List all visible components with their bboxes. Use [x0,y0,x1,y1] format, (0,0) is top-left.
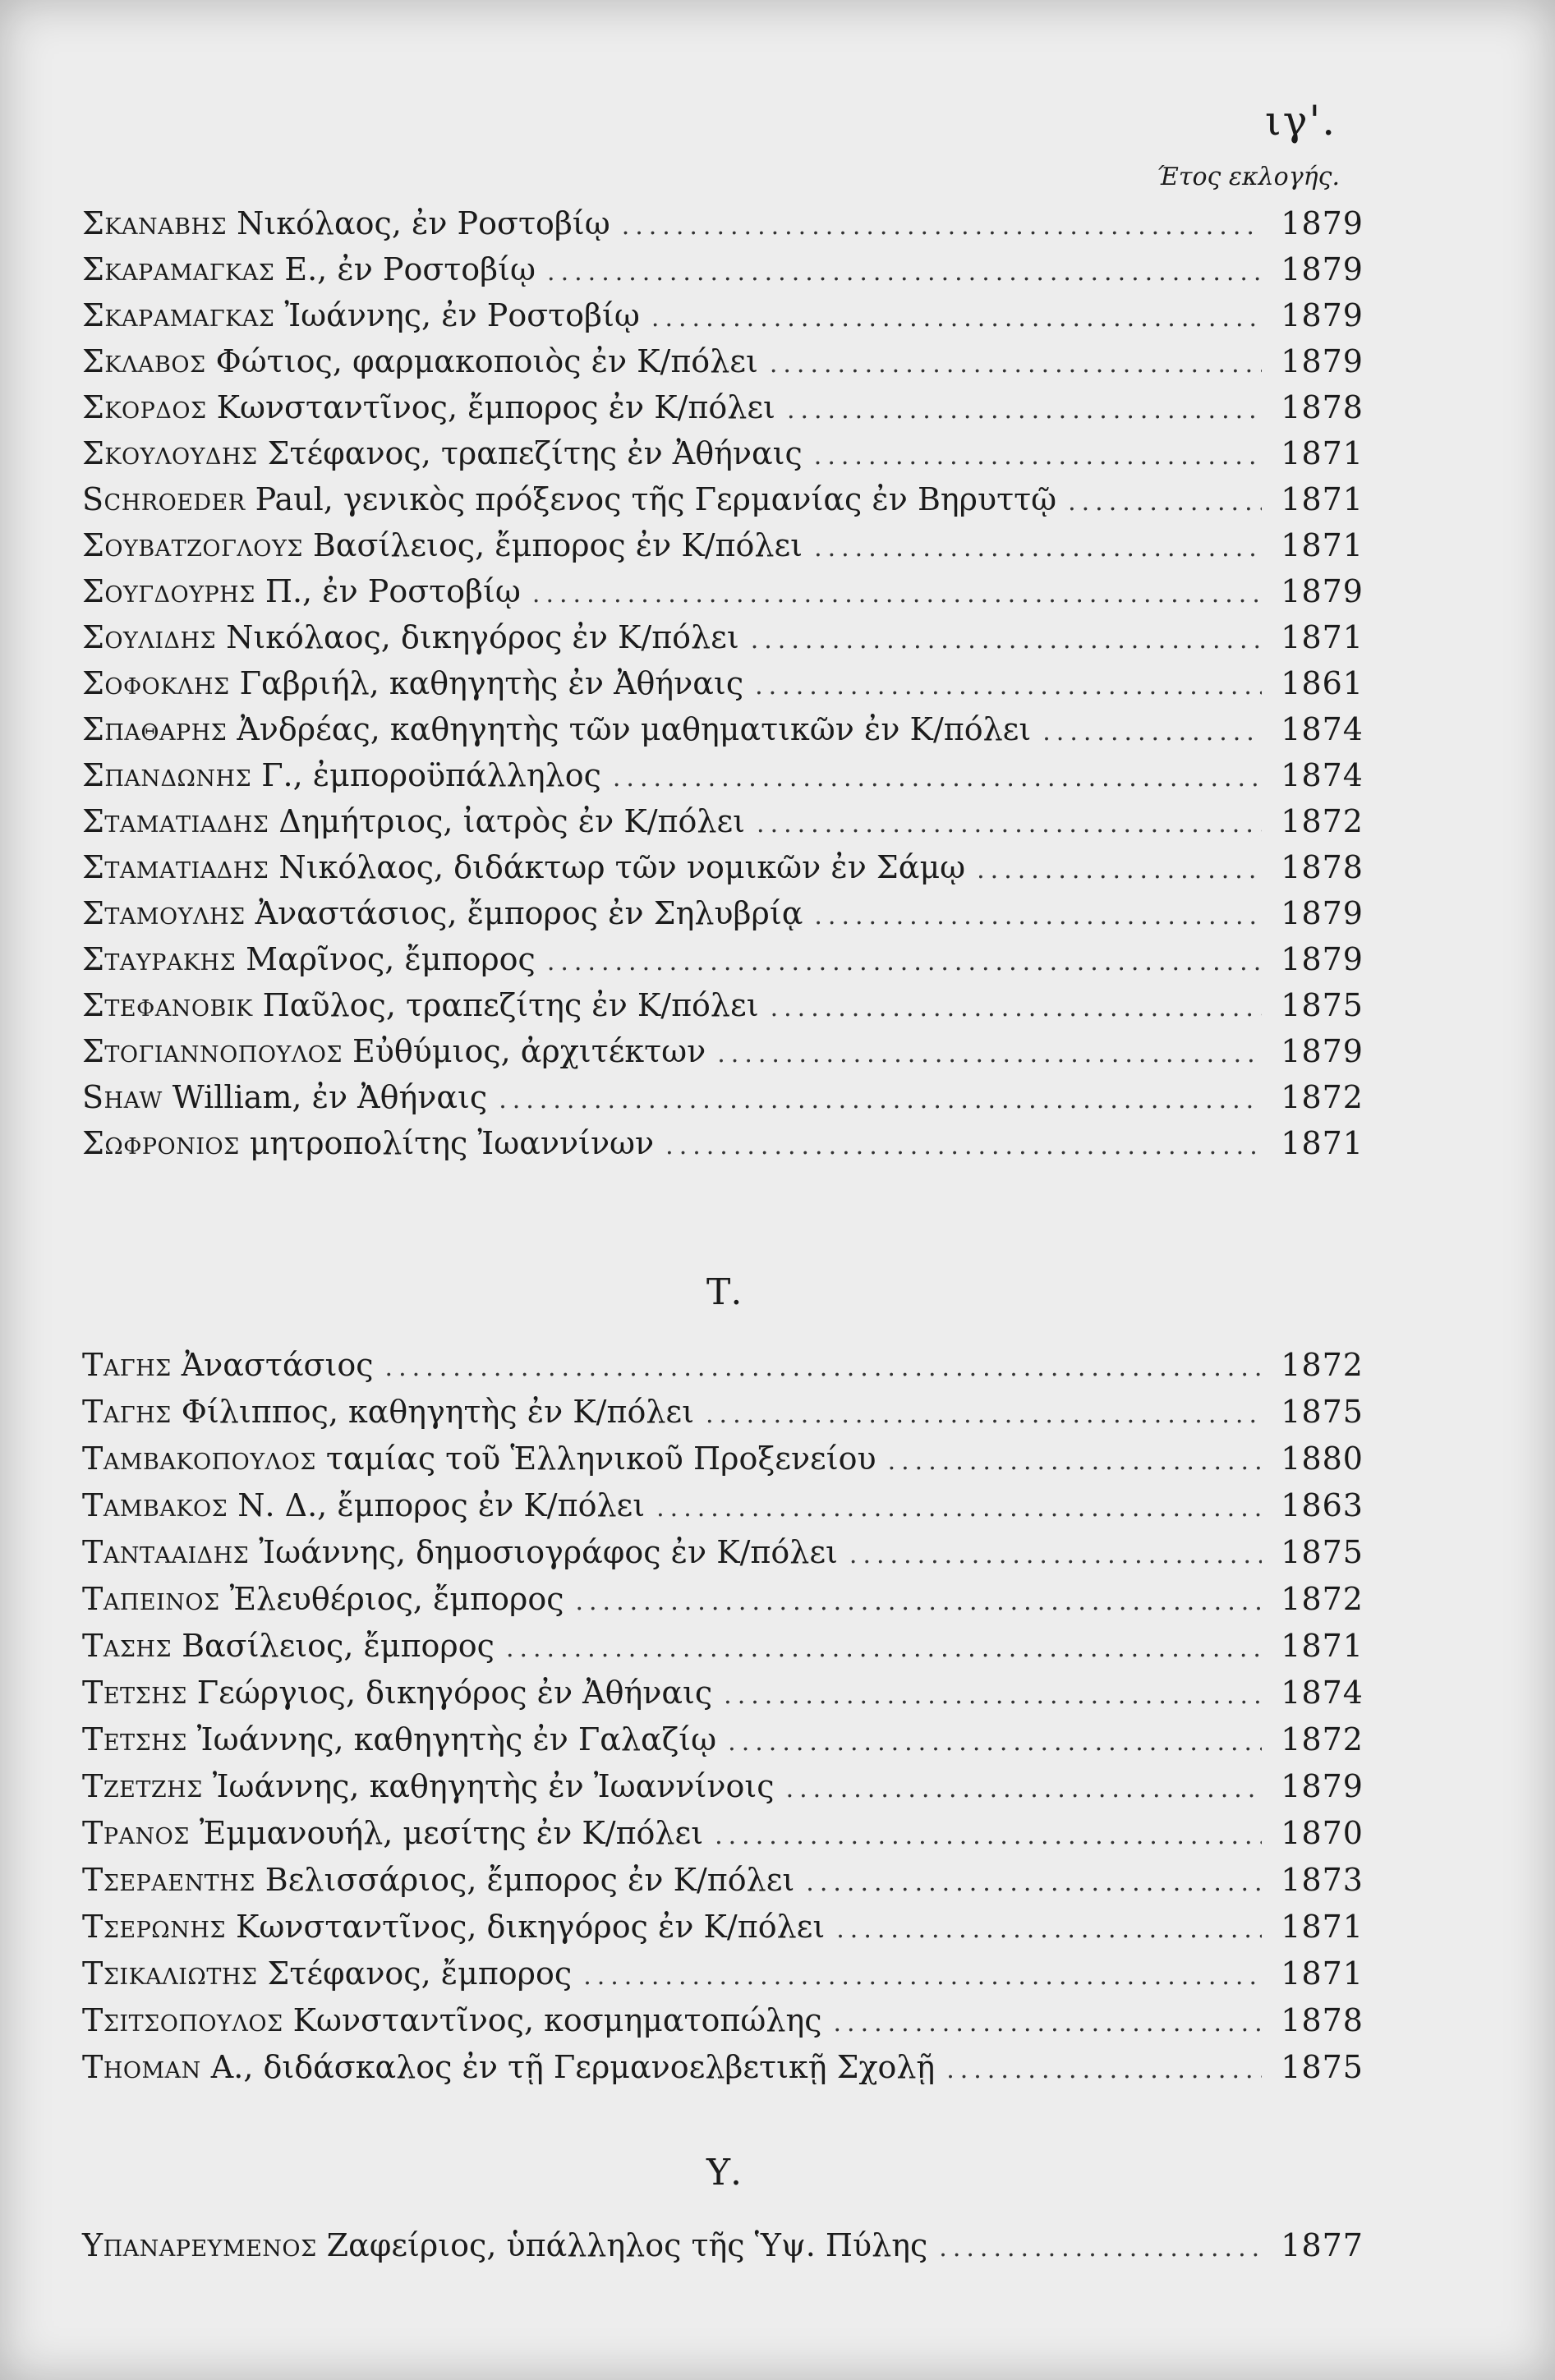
list-item [82,297,1364,340]
list-item [82,1675,1364,1717]
entry-name: Σοφοκλης [82,665,230,701]
entry-year: 1874 [1281,711,1364,747]
leader-dots [888,1447,1262,1476]
list-item [82,2227,1364,2270]
entry-description: Ἰωάννης, καθηγητὴς ἐν Γαλαζίῳ [196,1721,717,1757]
list-item [82,1440,1364,1483]
entry-year: 1879 [1281,205,1364,241]
entry-description: Στέφανος, τραπεζίτης ἐν Ἀθήναις [267,435,803,471]
entry-description: Ἀνδρέας, καθηγητὴς τῶν μαθηματικῶν ἐν Κ/πόλει [237,711,1032,747]
entry-year: 1875 [1281,1534,1364,1570]
leader-dots [547,258,1262,287]
entry-name: Τετσης [82,1675,187,1711]
entry-year: 1879 [1281,1033,1364,1069]
section-heading-upsilon: Υ. [706,2152,743,2194]
leader-dots [770,350,1262,379]
list-item [82,1955,1364,1998]
list-item [82,1862,1364,1904]
entry-name: Σωφρονιος [82,1125,240,1161]
leader-dots [834,2009,1263,2038]
leader-dots [547,948,1262,976]
list-item [82,1347,1364,1390]
entry-year: 1879 [1281,1768,1364,1804]
list-item [82,435,1364,478]
entry-name: Σκλαβος [82,343,206,379]
list-item [82,481,1364,524]
list-item [82,1394,1364,1436]
list-item [82,1487,1364,1530]
entry-description: Μαρῖνος, ἔμπορος [246,941,536,977]
entry-description: Βασίλειος, ἔμπορος [182,1628,495,1664]
entry-name: Τασης [82,1628,173,1664]
entry-name: Τσιτσοπουλος [82,2002,283,2038]
entry-name: Σκορδος [82,389,207,425]
leader-dots [806,1868,1262,1897]
leader-dots [499,1086,1262,1114]
entry-name: Σπανδωνης [82,757,252,793]
leader-dots [717,1040,1262,1068]
year-column-header: Έτος εκλογής. [1156,163,1340,191]
list-item [82,1628,1364,1670]
entry-year: 1871 [1281,481,1364,517]
entry-name: Σκαραμαγκας [82,297,275,333]
entry-name: Ταπεινος [82,1581,220,1617]
entry-description: Νικόλαος, δικηγόρος ἐν Κ/πόλει [226,619,739,655]
entry-name: Σκουλουδης [82,435,258,471]
entry-name: Shaw [82,1079,163,1115]
list-item [82,205,1364,248]
leader-dots [1068,488,1262,517]
entry-year: 1873 [1281,1862,1364,1898]
entry-description: Ἐμμανουήλ, μεσίτης ἐν Κ/πόλει [199,1815,704,1851]
entry-name: Σπαθαρης [82,711,228,747]
entry-description: ταμίας τοῦ Ἑλληνικοῦ Προξενείου [325,1440,876,1477]
entry-name: Σουγδουρης [82,573,255,609]
leader-dots [751,626,1262,655]
entry-description: Κωνσταντῖνος, δικηγόρος ἐν Κ/πόλει [235,1909,826,1945]
entry-year: 1878 [1281,389,1364,425]
entry-name: Ταμβακος [82,1487,228,1523]
leader-dots [706,1400,1262,1429]
entry-description: Γαβριήλ, καθηγητὴς ἐν Ἀθήναις [239,665,744,701]
leader-dots [1042,718,1262,747]
entry-description: Δημήτριος, ἰατρὸς ἐν Κ/πόλει [278,803,746,839]
list-item [82,895,1364,938]
entry-name: Στογιαννοπουλος [82,1033,343,1069]
entry-year: 1871 [1281,1909,1364,1945]
entry-name: Σκαναβης [82,205,228,241]
entry-year: 1879 [1281,297,1364,333]
leader-dots [622,212,1262,241]
list-item [82,251,1364,294]
list-item [82,1815,1364,1858]
entry-year: 1861 [1281,665,1364,701]
entry-name: Τετσης [82,1721,187,1757]
entry-name: Ταμβακοπουλος [82,1440,316,1477]
entry-year: 1872 [1281,1581,1364,1617]
entry-year: 1875 [1281,2049,1364,2085]
entry-year: 1871 [1281,435,1364,471]
entry-year: 1870 [1281,1815,1364,1851]
leader-dots [771,994,1262,1022]
entry-year: 1879 [1281,895,1364,931]
entry-description: Κωνσταντῖνος, κοσμηματοπώλης [292,2002,822,2038]
list-item [82,987,1364,1030]
leader-dots [814,534,1262,563]
entry-year: 1874 [1281,1675,1364,1711]
entry-description: Π., ἐν Ροστοβίῳ [265,573,521,609]
entry-description: Νικόλαος, ἐν Ροστοβίῳ [237,205,610,241]
leader-dots [849,1541,1262,1569]
list-item [82,527,1364,570]
leader-dots [715,1822,1262,1850]
entry-year: 1878 [1281,849,1364,885]
leader-dots [656,1494,1262,1523]
leader-dots [755,672,1262,701]
entry-name: Ταγης [82,1394,172,1430]
list-item [82,1581,1364,1624]
leader-dots [583,1962,1262,1991]
list-item [82,1721,1364,1764]
entry-year: 1871 [1281,527,1364,563]
entry-year: 1872 [1281,803,1364,839]
leader-dots [651,304,1262,333]
leader-dots [724,1681,1262,1710]
leader-dots [946,2056,1262,2084]
list-item [82,1768,1364,1811]
entry-name: Σταυρακης [82,941,237,977]
entry-name: Τζετζης [82,1768,203,1804]
leader-dots [787,396,1262,425]
list-item [82,573,1364,616]
entry-description: Ἰωάννης, δημοσιογράφος ἐν Κ/πόλει [259,1534,838,1570]
entry-description: Ἰωάννης, καθηγητὴς ἐν Ἰωαννίνοις [212,1768,775,1804]
entry-name: Τσερωνης [82,1909,226,1945]
entry-name: Σουβατζογλους [82,527,303,563]
entry-description: Ζαφείριος, ὑπάλληλος τῆς Ὑψ. Πύλης [326,2227,928,2263]
entry-description: μητροπολίτης Ἰωαννίνων [249,1125,655,1161]
entry-description: William, ἐν Ἀθήναις [172,1079,488,1115]
entry-name: Τρανος [82,1815,190,1851]
list-item [82,619,1364,662]
list-item [82,1534,1364,1577]
leader-dots [757,810,1262,839]
leader-dots [836,1915,1262,1944]
entry-name: Σταμουλης [82,895,246,931]
list-item [82,757,1364,800]
entry-description: Ἐλευθέριος, ἔμπορος [229,1581,564,1617]
list-item [82,389,1364,432]
entry-name: Τσεραεντης [82,1862,255,1898]
entry-name: Ταντααιδης [82,1534,250,1570]
entry-year: 1871 [1281,1125,1364,1161]
leader-dots [814,902,1262,930]
entry-year: 1872 [1281,1079,1364,1115]
list-item [82,2002,1364,2045]
entry-year: 1878 [1281,2002,1364,2038]
leader-dots [532,580,1262,609]
entry-description: Paul, γενικὸς πρόξενος τῆς Γερμανίας ἐν Βηρυττῷ [255,481,1057,517]
entry-name: Ταγης [82,1347,172,1383]
list-item [82,803,1364,846]
list-item [82,941,1364,984]
entry-name: Σκαραμαγκας [82,251,275,287]
list-item [82,343,1364,386]
entry-year: 1872 [1281,1721,1364,1757]
entry-description: Ε., ἐν Ροστοβίῳ [284,251,536,287]
entry-year: 1874 [1281,757,1364,793]
entry-year: 1875 [1281,1394,1364,1430]
entry-year: 1871 [1281,1955,1364,1992]
list-item [82,2049,1364,2092]
entry-year: 1879 [1281,343,1364,379]
entry-description: Νικόλαος, διδάκτωρ τῶν νομικῶν ἐν Σάμῳ [278,849,966,885]
list-item [82,1079,1364,1122]
entry-name: Schroeder [82,481,246,517]
leader-dots [665,1132,1262,1160]
entry-year: 1879 [1281,573,1364,609]
entry-description: Κωνσταντῖνος, ἔμπορος ἐν Κ/πόλει [216,389,775,425]
entry-name: Σταματιαδης [82,849,269,885]
leader-dots [977,856,1262,884]
entry-description: Εὐθύμιος, ἀρχιτέκτων [352,1033,706,1069]
leader-dots [728,1728,1262,1757]
entry-description: Ἀναστάσιος, ἔμπορος ἐν Σηλυβρίᾳ [255,895,803,931]
entry-description: Γ., ἐμποροϋπάλληλος [261,757,601,793]
entry-year: 1879 [1281,941,1364,977]
entry-name: Τσικαλιωτης [82,1955,258,1992]
entry-year: 1871 [1281,1628,1364,1664]
entry-name: Στεφανοβικ [82,987,253,1023]
leader-dots [385,1353,1262,1382]
entry-name: Thoman [82,2049,201,2085]
entry-description: Φίλιππος, καθηγητὴς ἐν Κ/πόλει [181,1394,694,1430]
entry-description: Φώτιος, φαρμακοποιὸς ἐν Κ/πόλει [215,343,758,379]
entry-year: 1872 [1281,1347,1364,1383]
list-item [82,849,1364,892]
entry-name: Σταματιαδης [82,803,269,839]
list-item [82,1033,1364,1076]
entry-year: 1879 [1281,251,1364,287]
entry-year: 1877 [1281,2227,1364,2263]
leader-dots [613,764,1262,793]
list-item [82,665,1364,708]
entry-name: Υπαναρευμενος [82,2227,317,2263]
list-item [82,1909,1364,1951]
section-heading-tau: Τ. [706,1271,743,1313]
entry-year: 1871 [1281,619,1364,655]
list-item [82,711,1364,754]
entry-description: Α., διδάσκαλος ἐν τῇ Γερμανοελβετικῇ Σχολῇ [210,2049,936,2085]
leader-dots [939,2234,1262,2263]
entry-description: Βελισσάριος, ἔμπορος ἐν Κ/πόλει [265,1862,795,1898]
entry-description: Ἰωάννης, ἐν Ροστοβίῳ [284,297,640,333]
entry-description: Βασίλειος, ἔμπορος ἐν Κ/πόλει [312,527,803,563]
page-number: ιγ'. [1265,97,1337,145]
entry-description: Παῦλος, τραπεζίτης ἐν Κ/πόλει [262,987,759,1023]
leader-dots [575,1587,1262,1616]
entry-description: Στέφανος, ἔμπορος [267,1955,573,1992]
entry-year: 1875 [1281,987,1364,1023]
leader-dots [786,1775,1262,1803]
list-item [82,1125,1364,1168]
entry-description: Γεώργιος, δικηγόρος ἐν Ἀθήναις [196,1675,713,1711]
entry-name: Σουλιδης [82,619,217,655]
entry-description: Ν. Δ., ἔμπορος ἐν Κ/πόλει [237,1487,646,1523]
leader-dots [506,1634,1262,1663]
entry-year: 1863 [1281,1487,1364,1523]
leader-dots [814,442,1262,471]
entry-description: Ἀναστάσιος [181,1347,374,1383]
entry-year: 1880 [1281,1440,1364,1477]
